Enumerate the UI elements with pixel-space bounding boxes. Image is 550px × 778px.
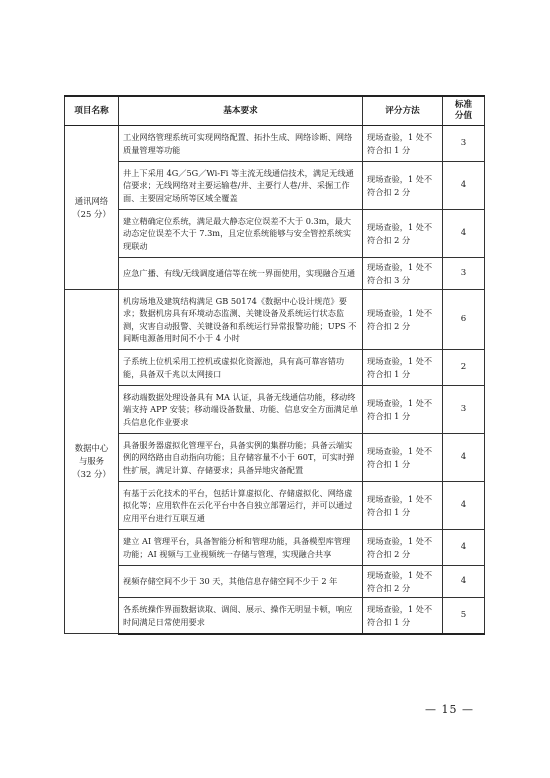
- table-row: [65, 162, 485, 210]
- score-cell: 4: [443, 162, 485, 210]
- category-cell: 通讯网络 （25 分）: [65, 126, 119, 290]
- score-cell: 4: [443, 210, 485, 258]
- header-scoring-method: 评分方法: [363, 96, 443, 126]
- header-standard-score: 标准 分值: [443, 96, 485, 126]
- requirement-cell: 移动端数据处理设备具有 MA 认证，具备无线通信功能，移动终端支持 APP 安装；移动端设备数量、功能、信息安全方面满足单兵信息化作业要求: [119, 386, 363, 434]
- table-body: [65, 126, 485, 634]
- score-cell: 5: [443, 598, 485, 634]
- score-cell: 3: [443, 258, 485, 290]
- scoring-method-cell: 现场查验，1 处不符合扣 1 分: [363, 598, 443, 634]
- requirement-cell: 子系统上位机采用工控机或虚拟化资源池，具有高可靠容错功能，具备双千兆以太网接口: [119, 350, 363, 386]
- header-item-name: 项目名称: [65, 96, 119, 126]
- scoring-method-cell: 现场查验，1 处不符合扣 2 分: [363, 290, 443, 350]
- table-row: [65, 434, 485, 482]
- table-row: [65, 210, 485, 258]
- table-row: [65, 258, 485, 290]
- standards-table: [64, 95, 485, 635]
- requirement-cell: 具备服务器虚拟化管理平台，具备实例的集群功能；具备云端实例的网络路由自动指向功能；且存储容量不小于 60T，可实时弹性扩展，满足计算、存储要求；具备异地灾备配置: [119, 434, 363, 482]
- table-header-row: [65, 96, 485, 126]
- requirement-cell: 机房场地及建筑结构满足 GB 50174《数据中心设计规范》要求；数据机房具有环境动态监测、关键设备及系统运行状态监测，灾害自动报警、关键设备和系统运行异常报警功能；UPS 不间断电源备用时间不小于 4 小时: [119, 290, 363, 350]
- requirement-cell: 工业网络管理系统可实现网络配置、拓扑生成、网络诊断、网络质量管理等功能: [119, 126, 363, 162]
- scoring-method-cell: 现场查验，1 处不符合扣 1 分: [363, 434, 443, 482]
- score-cell: 3: [443, 386, 485, 434]
- table-row: [65, 566, 485, 598]
- table-row: [65, 290, 485, 350]
- score-cell: 4: [443, 530, 485, 566]
- table-row: [65, 482, 485, 530]
- requirement-cell: 视频存储空间不少于 30 天，其他信息存储空间不少于 2 年: [119, 566, 363, 598]
- score-cell: 4: [443, 434, 485, 482]
- requirement-cell: 井上下采用 4G／5G／Wi-Fi 等主流无线通信技术，满足无线通信要求；无线网络对主要运输巷/井、主要行人巷/井、采掘工作面、主要固定场所等区域全覆盖: [119, 162, 363, 210]
- table-row: [65, 126, 485, 162]
- scoring-method-cell: 现场查验，1 处不符合扣 2 分: [363, 566, 443, 598]
- requirement-cell: 建立 AI 管理平台，具备智能分析和管理功能，具备模型库管理功能；AI 视频与工业视频统一存储与管理，实现融合共享: [119, 530, 363, 566]
- table-row: [65, 350, 485, 386]
- scoring-method-cell: 现场查验，1 处不符合扣 1 分: [363, 126, 443, 162]
- requirement-cell: 应急广播、有线/无线调度通信等在统一界面使用，实现融合互通: [119, 258, 363, 290]
- scoring-method-cell: 现场查验，1 处不符合扣 1 分: [363, 482, 443, 530]
- score-cell: 4: [443, 566, 485, 598]
- table-row: [65, 386, 485, 434]
- requirement-cell: 有基于云化技术的平台，包括计算虚拟化、存储虚拟化、网络虚拟化等；应用软件在云化平台中各自独立部署运行，并可以通过应用平台进行互联互通: [119, 482, 363, 530]
- score-cell: 2: [443, 350, 485, 386]
- score-cell: 4: [443, 482, 485, 530]
- requirement-cell: 各系统操作界面数据读取、调阅、展示、操作无明显卡顿，响应时间满足日常使用要求: [119, 598, 363, 634]
- scoring-method-cell: 现场查验，1 处不符合扣 2 分: [363, 162, 443, 210]
- requirement-cell: 建立精确定位系统，满足最大静态定位误差不大于 0.3m，最大动态定位误差不大于 7.3m，且定位系统能够与安全管控系统实现联动: [119, 210, 363, 258]
- table-row: [65, 530, 485, 566]
- score-cell: 3: [443, 126, 485, 162]
- score-cell: 6: [443, 290, 485, 350]
- scoring-method-cell: 现场查验，1 处不符合扣 3 分: [363, 258, 443, 290]
- category-cell: 数据中心 与服务 （32 分）: [65, 290, 119, 634]
- header-basic-requirement: 基本要求: [119, 96, 363, 126]
- scoring-method-cell: 现场查验，1 处不符合扣 1 分: [363, 386, 443, 434]
- scoring-method-cell: 现场查验，1 处不符合扣 2 分: [363, 530, 443, 566]
- table-row: [65, 598, 485, 634]
- scoring-method-cell: 现场查验，1 处不符合扣 2 分: [363, 210, 443, 258]
- scoring-method-cell: 现场查验，1 处不符合扣 1 分: [363, 350, 443, 386]
- page-number: — 15 —: [425, 703, 474, 716]
